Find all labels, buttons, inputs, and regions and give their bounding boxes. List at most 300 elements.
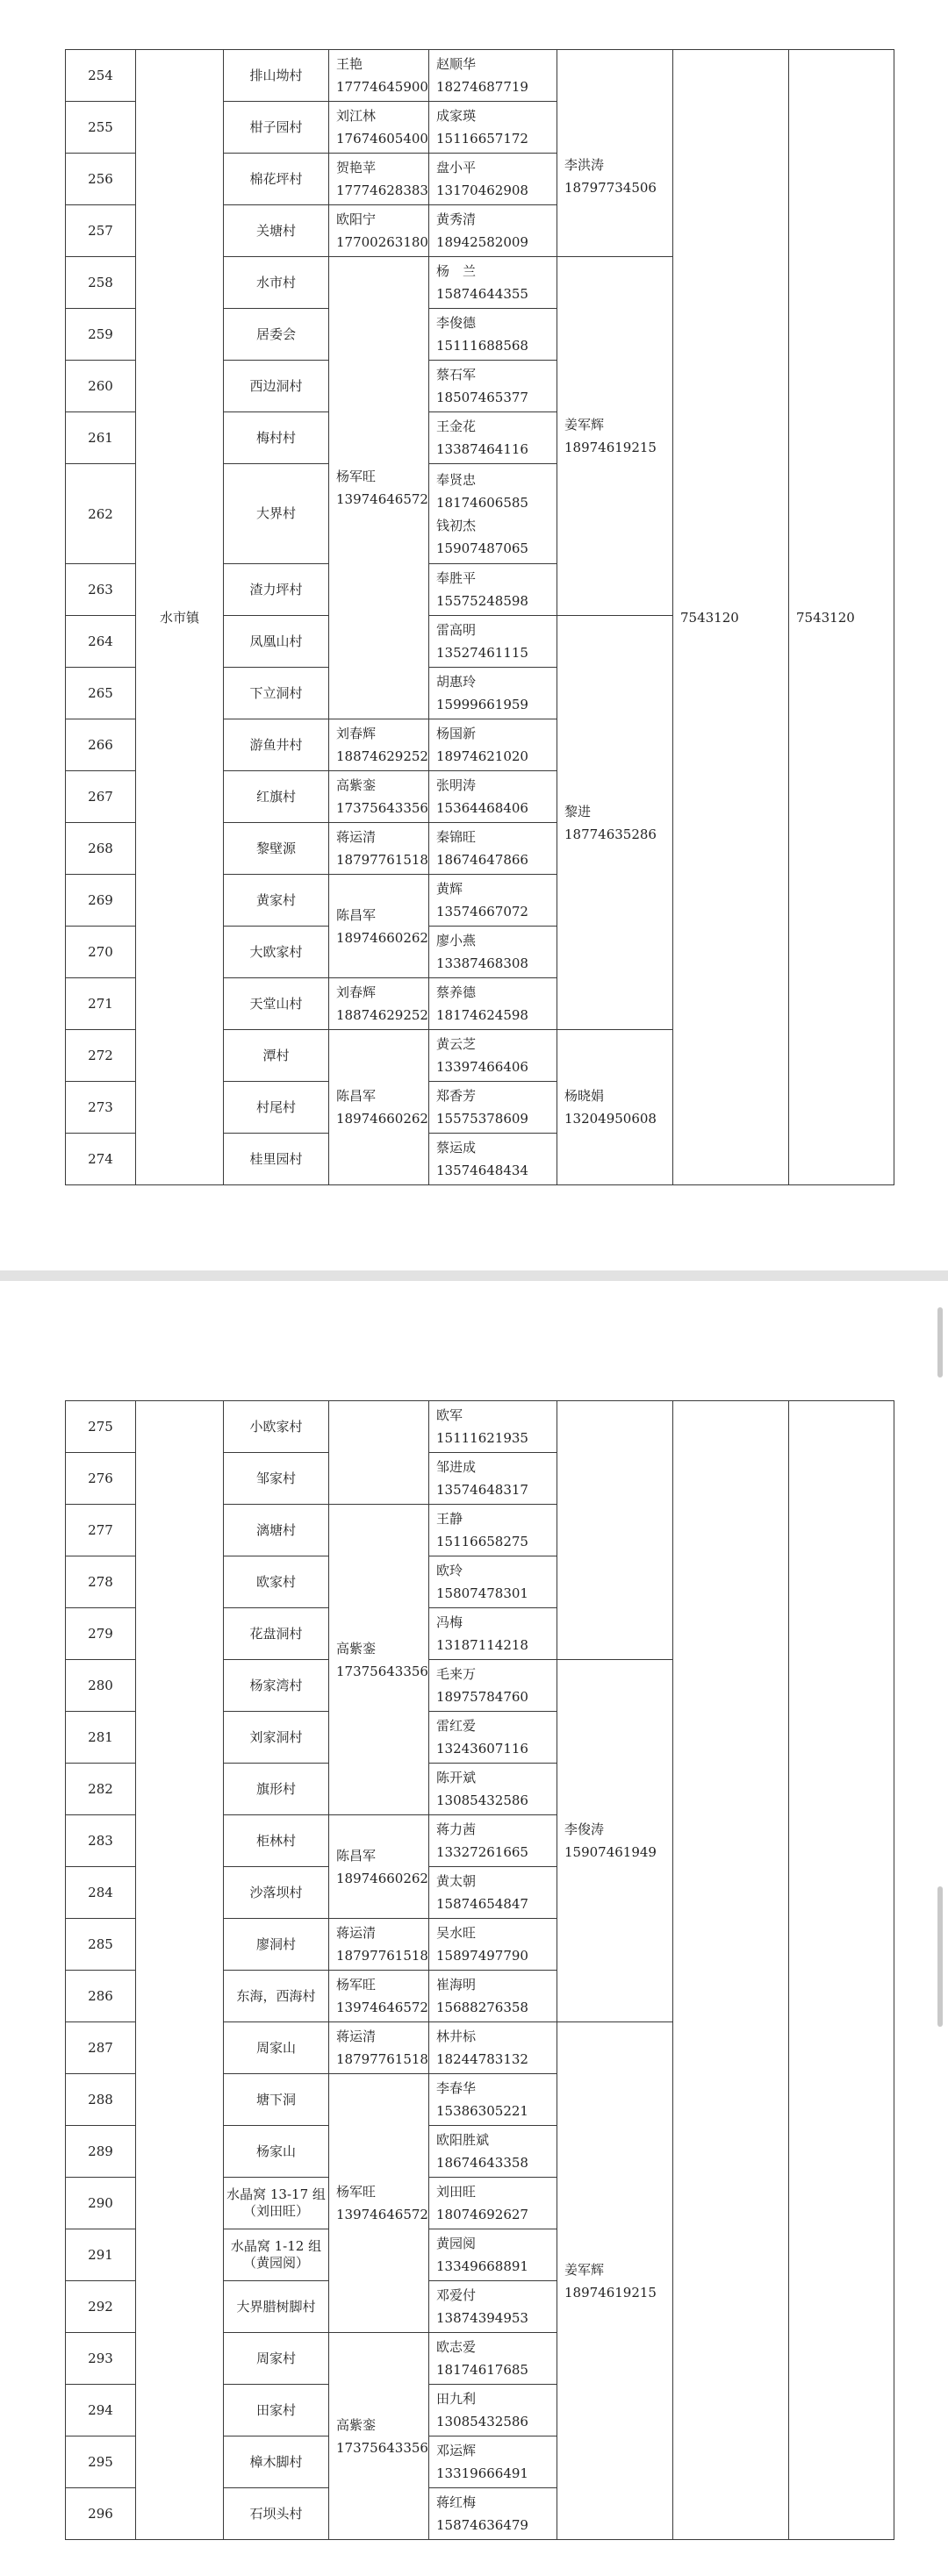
row-number: 296	[66, 2488, 136, 2540]
person-phone: 13527461115	[436, 645, 528, 661]
person-name: 钱初杰	[436, 517, 477, 533]
person-name: 邹进成	[436, 1459, 477, 1475]
leader-cell	[557, 1401, 673, 1660]
contact-cell	[429, 1712, 557, 1764]
person-phone: 15575378609	[436, 1111, 528, 1127]
contact-cell	[429, 2436, 557, 2488]
person-phone: 18174606585	[436, 494, 528, 511]
person-phone: 13204950608	[564, 1111, 657, 1127]
person-phone: 15116657172	[436, 131, 528, 147]
contact-cell	[429, 2022, 557, 2074]
person-name: 王艳	[336, 56, 363, 72]
person-name: 蔡养德	[436, 984, 477, 1000]
person-phone: 13327261665	[436, 1844, 528, 1860]
table-row	[66, 50, 894, 102]
cadre-cell	[329, 50, 429, 102]
contact-cell	[429, 257, 557, 309]
person-name: 秦锦旺	[436, 829, 477, 845]
person-phone: 18942582009	[436, 234, 528, 250]
leader-cell	[557, 1030, 673, 1185]
village-name: 红旗村	[224, 771, 329, 823]
village-name: 花盘洞村	[224, 1608, 329, 1660]
person-name: 吴水旺	[436, 1925, 477, 1941]
person-phone: 18797734506	[564, 179, 657, 196]
person-name: 姜军辉	[564, 417, 605, 433]
person-phone: 15874644355	[436, 286, 528, 302]
contact-cell	[429, 1764, 557, 1815]
village-name: 水市村	[224, 257, 329, 309]
person-name: 毛来万	[436, 1666, 477, 1682]
row-number: 285	[66, 1919, 136, 1971]
person-phone: 18507465377	[436, 390, 528, 405]
village-name: 关塘村	[224, 205, 329, 257]
contact-cell	[429, 2333, 557, 2385]
person-name: 黄辉	[436, 881, 463, 897]
person-phone: 15116658275	[436, 1534, 528, 1549]
contact-cell	[429, 1815, 557, 1867]
person-name: 蔡石军	[436, 367, 477, 383]
village-name: 杨家山	[224, 2126, 329, 2178]
contact-cell	[429, 616, 557, 668]
person-phone: 17375643356	[336, 1663, 428, 1679]
person-name: 邓运辉	[436, 2443, 477, 2458]
cadre-cell	[329, 875, 429, 978]
person-name: 刘田旺	[436, 2184, 477, 2200]
village-name: 水晶窝 13-17 组（刘田旺）	[224, 2178, 329, 2229]
contact-cell	[429, 1082, 557, 1134]
row-number: 294	[66, 2385, 136, 2436]
contact-cell	[429, 1401, 557, 1453]
person-name: 李俊德	[436, 315, 477, 331]
person-phone: 15874636479	[436, 2517, 528, 2533]
person-phone: 15897497790	[436, 1948, 528, 1964]
village-name: 柑子园村	[224, 102, 329, 154]
person-name: 贺艳苹	[336, 160, 377, 175]
person-phone: 13574648434	[436, 1163, 528, 1178]
village-name: 渣力坪村	[224, 564, 329, 616]
village-name: 周家村	[224, 2333, 329, 2385]
row-number: 275	[66, 1401, 136, 1453]
contact-cell	[429, 154, 557, 205]
row-number: 272	[66, 1030, 136, 1082]
person-name: 黄园阅	[436, 2236, 477, 2251]
row-number: 295	[66, 2436, 136, 2488]
village-name: 大欧家村	[224, 927, 329, 978]
row-number: 282	[66, 1764, 136, 1815]
row-number: 254	[66, 50, 136, 102]
contact-cell	[429, 771, 557, 823]
row-number: 283	[66, 1815, 136, 1867]
person-phone: 18797761518	[336, 1948, 428, 1964]
village-name: 樟木脚村	[224, 2436, 329, 2488]
town-name: 水市镇	[136, 50, 224, 1185]
person-name: 邓爱付	[436, 2287, 477, 2303]
row-number: 288	[66, 2074, 136, 2126]
person-name: 杨军旺	[336, 2184, 377, 2200]
contact-cell	[429, 1134, 557, 1185]
row-number: 271	[66, 978, 136, 1030]
contact-cell	[429, 412, 557, 464]
contact-cell	[429, 309, 557, 361]
village-name: 东海，西海村	[224, 1971, 329, 2022]
cadre-cell	[329, 102, 429, 154]
village-name: 黄家村	[224, 875, 329, 927]
person-phone: 18797761518	[336, 852, 428, 868]
person-name: 廖小燕	[436, 933, 477, 948]
document-page-1	[0, 0, 948, 1270]
village-name: 水晶窝 1-12 组（黄园阅）	[224, 2229, 329, 2281]
person-name: 陈昌军	[336, 906, 377, 923]
person-phone: 13319666491	[436, 2465, 528, 2481]
contact-cell	[429, 564, 557, 616]
contact-cell	[429, 2488, 557, 2540]
village-name: 天堂山村	[224, 978, 329, 1030]
leader-cell	[557, 50, 673, 257]
leader-cell	[557, 1660, 673, 2022]
cadre-cell	[329, 2333, 429, 2540]
town-cell	[136, 1401, 224, 2540]
person-name: 崔海明	[436, 1977, 477, 1993]
person-phone: 15999661959	[436, 697, 528, 712]
contact-cell	[429, 875, 557, 927]
row-number: 291	[66, 2229, 136, 2281]
person-name: 雷高明	[436, 622, 477, 638]
person-name: 胡惠玲	[436, 674, 477, 690]
person-name: 杨晓娟	[564, 1088, 605, 1104]
row-number: 270	[66, 927, 136, 978]
row-number: 292	[66, 2281, 136, 2333]
hotline-cell: 7543120	[673, 50, 789, 1185]
village-name: 梅村村	[224, 412, 329, 464]
row-number: 278	[66, 1556, 136, 1608]
person-name: 蒋运清	[336, 829, 377, 845]
contact-cell	[429, 205, 557, 257]
village-name: 游鱼井村	[224, 719, 329, 771]
leader-cell	[557, 257, 673, 616]
person-name: 杨军旺	[336, 1977, 377, 1993]
person-phone: 13397466406	[436, 1059, 528, 1075]
cadre-cell	[329, 2022, 429, 2074]
cadre-cell	[329, 1030, 429, 1185]
person-phone: 13349668891	[436, 2258, 528, 2274]
person-phone: 17375643356	[336, 800, 428, 816]
person-phone: 18174624598	[436, 1007, 528, 1023]
person-phone: 17774628383	[336, 182, 428, 198]
person-name: 奉胜平	[436, 570, 477, 586]
page-separator	[0, 1270, 948, 1281]
village-name: 杨家湾村	[224, 1660, 329, 1712]
person-phone: 15688276358	[436, 2000, 528, 2015]
village-name: 大界腊树脚村	[224, 2281, 329, 2333]
contact-cell	[429, 1971, 557, 2022]
person-phone: 13574667072	[436, 904, 528, 919]
cadre-cell	[329, 154, 429, 205]
person-name: 李洪涛	[564, 156, 605, 173]
contact-cell	[429, 1608, 557, 1660]
person-phone: 18974619215	[564, 2284, 657, 2301]
contact-cell	[429, 668, 557, 719]
person-name: 黄秀清	[436, 211, 477, 227]
village-name: 村尾村	[224, 1082, 329, 1134]
cadre-cell	[329, 1971, 429, 2022]
village-name: 沙落坝村	[224, 1867, 329, 1919]
scrollbar-thumb[interactable]	[937, 1886, 943, 2027]
row-number: 263	[66, 564, 136, 616]
row-number: 286	[66, 1971, 136, 2022]
row-number: 273	[66, 1082, 136, 1134]
person-phone: 18974619215	[564, 440, 657, 455]
village-name: 棉花坪村	[224, 154, 329, 205]
row-number: 289	[66, 2126, 136, 2178]
person-phone: 15111688568	[436, 338, 528, 354]
contact-cell	[429, 361, 557, 412]
person-phone: 18874629252	[336, 748, 428, 764]
contact-cell	[429, 464, 557, 564]
contact-cell	[429, 1505, 557, 1556]
person-phone: 18975784760	[436, 1689, 528, 1705]
contact-cell	[429, 1453, 557, 1505]
row-number: 290	[66, 2178, 136, 2229]
contact-cell	[429, 2229, 557, 2281]
person-phone: 18974660262	[336, 1870, 428, 1886]
village-name: 小欧家村	[224, 1401, 329, 1453]
village-name: 潭村	[224, 1030, 329, 1082]
person-phone: 18974621020	[436, 748, 528, 764]
person-name: 蒋运清	[336, 1925, 377, 1941]
person-phone: 13085432586	[436, 2414, 528, 2429]
person-name: 高紫銮	[336, 2416, 377, 2433]
person-phone: 15907487065	[436, 540, 528, 556]
village-contact-table-2	[65, 1400, 894, 2540]
contact-cell	[429, 927, 557, 978]
village-name: 漓塘村	[224, 1505, 329, 1556]
person-name: 林井标	[436, 2029, 477, 2044]
person-name: 冯梅	[436, 1614, 463, 1630]
row-number: 262	[66, 464, 136, 564]
person-phone: 18874629252	[336, 1007, 428, 1023]
contact-cell	[429, 1919, 557, 1971]
cadre-cell	[329, 823, 429, 875]
contact-cell	[429, 978, 557, 1030]
hotline-cell	[673, 1401, 789, 2540]
cadre-cell	[329, 978, 429, 1030]
person-name: 王金花	[436, 419, 477, 434]
village-name: 凤凰山村	[224, 616, 329, 668]
person-phone: 13874394953	[436, 2310, 528, 2326]
person-phone: 17774645900	[336, 79, 428, 95]
village-name: 欧家村	[224, 1556, 329, 1608]
person-phone: 18797761518	[336, 2051, 428, 2067]
contact-cell	[429, 50, 557, 102]
person-name: 刘春辉	[336, 726, 377, 741]
row-number: 267	[66, 771, 136, 823]
person-name: 黎进	[564, 803, 592, 819]
person-phone: 13974646572	[336, 2207, 428, 2222]
row-number: 261	[66, 412, 136, 464]
village-name: 周家山	[224, 2022, 329, 2074]
person-phone: 18274687719	[436, 79, 528, 95]
document-page-2	[0, 1281, 948, 2576]
person-phone: 17674605400	[336, 131, 428, 147]
person-phone: 13243607116	[436, 1741, 528, 1757]
contact-cell	[429, 1660, 557, 1712]
row-number: 269	[66, 875, 136, 927]
row-number: 268	[66, 823, 136, 875]
person-name: 张明涛	[436, 777, 477, 793]
cadre-cell	[329, 771, 429, 823]
person-phone: 15364468406	[436, 800, 528, 816]
hotline-cell: 7543120	[789, 50, 894, 1185]
cadre-cell	[329, 1815, 429, 1919]
person-phone: 13574648317	[436, 1482, 528, 1498]
scrollbar-thumb[interactable]	[937, 1307, 943, 1377]
row-number: 280	[66, 1660, 136, 1712]
person-phone: 15386305221	[436, 2103, 528, 2119]
person-phone: 18974660262	[336, 1111, 428, 1127]
village-name: 大界村	[224, 464, 329, 564]
row-number: 287	[66, 2022, 136, 2074]
cadre-cell	[329, 2074, 429, 2333]
cadre-cell	[329, 1919, 429, 1971]
person-phone: 15111621935	[436, 1430, 528, 1446]
contact-cell	[429, 2074, 557, 2126]
row-number: 260	[66, 361, 136, 412]
leader-cell	[557, 616, 673, 1030]
village-name: 塘下洞	[224, 2074, 329, 2126]
person-name: 李俊涛	[564, 1821, 605, 1837]
village-contact-table-1	[65, 49, 894, 1185]
person-phone: 13387468308	[436, 955, 528, 971]
person-phone: 13170462908	[436, 182, 528, 198]
row-number: 258	[66, 257, 136, 309]
person-phone: 18174617685	[436, 2362, 528, 2378]
person-name: 欧玲	[436, 1563, 463, 1578]
person-name: 田九利	[436, 2391, 477, 2407]
village-name: 居委会	[224, 309, 329, 361]
contact-cell	[429, 719, 557, 771]
row-number: 265	[66, 668, 136, 719]
row-number: 257	[66, 205, 136, 257]
leader-cell	[557, 2022, 673, 2540]
cadre-cell	[329, 1401, 429, 1505]
village-name: 柜林村	[224, 1815, 329, 1867]
person-name: 欧阳胜斌	[436, 2132, 490, 2148]
village-name: 排山坳村	[224, 50, 329, 102]
contact-cell	[429, 1556, 557, 1608]
village-name: 石坝头村	[224, 2488, 329, 2540]
village-name: 下立洞村	[224, 668, 329, 719]
person-phone: 18674647866	[436, 852, 528, 868]
person-name: 赵顺华	[436, 56, 477, 72]
cadre-cell	[329, 257, 429, 719]
person-phone: 18974660262	[336, 929, 428, 946]
person-name: 成家瑛	[436, 108, 477, 124]
person-name: 欧阳宁	[336, 211, 377, 227]
person-name: 蒋红梅	[436, 2494, 477, 2510]
person-phone: 18074692627	[436, 2207, 528, 2222]
person-name: 李春华	[436, 2080, 477, 2096]
contact-cell	[429, 2281, 557, 2333]
row-number: 274	[66, 1134, 136, 1185]
table-row	[66, 1401, 894, 1453]
person-name: 姜军辉	[564, 2261, 605, 2278]
cadre-cell	[329, 205, 429, 257]
person-name: 黄太朝	[436, 1873, 477, 1889]
village-name: 邹家村	[224, 1453, 329, 1505]
village-name: 旗形村	[224, 1764, 329, 1815]
person-phone: 18774635286	[564, 826, 657, 842]
person-name: 王静	[436, 1511, 463, 1527]
contact-cell	[429, 1030, 557, 1082]
row-number: 276	[66, 1453, 136, 1505]
person-name: 蔡运成	[436, 1140, 477, 1156]
person-phone: 13187114218	[436, 1637, 528, 1653]
row-number: 255	[66, 102, 136, 154]
person-name: 蒋运清	[336, 2029, 377, 2044]
person-phone: 17375643356	[336, 2439, 428, 2456]
person-name: 陈昌军	[336, 1847, 377, 1864]
person-name: 杨军旺	[336, 469, 377, 484]
person-name: 黄云芝	[436, 1036, 477, 1052]
person-phone: 13085432586	[436, 1792, 528, 1808]
person-name: 杨 兰	[436, 263, 477, 279]
contact-cell	[429, 2126, 557, 2178]
row-number: 256	[66, 154, 136, 205]
person-name: 欧志爱	[436, 2339, 477, 2355]
contact-cell	[429, 1867, 557, 1919]
contact-cell	[429, 2385, 557, 2436]
row-number: 266	[66, 719, 136, 771]
person-phone: 13974646572	[336, 2000, 428, 2015]
contact-cell	[429, 102, 557, 154]
person-name: 郑香芳	[436, 1088, 477, 1104]
village-name: 田家村	[224, 2385, 329, 2436]
person-name: 刘春辉	[336, 984, 377, 1000]
village-name: 西边洞村	[224, 361, 329, 412]
person-phone: 18244783132	[436, 2051, 528, 2067]
row-number: 284	[66, 1867, 136, 1919]
village-name: 桂里园村	[224, 1134, 329, 1185]
person-name: 杨国新	[436, 726, 477, 741]
person-phone: 13387464116	[436, 441, 528, 457]
cadre-cell	[329, 1505, 429, 1815]
row-number: 264	[66, 616, 136, 668]
row-number: 281	[66, 1712, 136, 1764]
person-phone: 15874654847	[436, 1896, 528, 1912]
person-phone: 13974646572	[336, 491, 428, 507]
village-name: 廖洞村	[224, 1919, 329, 1971]
person-phone: 17700263180	[336, 234, 428, 250]
person-name: 欧军	[436, 1407, 463, 1423]
person-phone: 15907461949	[564, 1844, 657, 1860]
cadre-cell	[329, 719, 429, 771]
person-name: 陈开斌	[436, 1770, 477, 1785]
row-number: 293	[66, 2333, 136, 2385]
person-phone: 15575248598	[436, 593, 528, 609]
person-name: 刘江林	[336, 108, 377, 124]
row-number: 277	[66, 1505, 136, 1556]
row-number: 259	[66, 309, 136, 361]
person-name: 盘小平	[436, 160, 477, 175]
hotline-cell	[789, 1401, 894, 2540]
person-name: 高紫銮	[336, 1640, 377, 1657]
contact-cell	[429, 2178, 557, 2229]
village-name: 黎壁源	[224, 823, 329, 875]
village-name: 刘家洞村	[224, 1712, 329, 1764]
person-name: 陈昌军	[336, 1088, 377, 1104]
contact-cell	[429, 823, 557, 875]
person-phone: 15807478301	[436, 1585, 528, 1601]
